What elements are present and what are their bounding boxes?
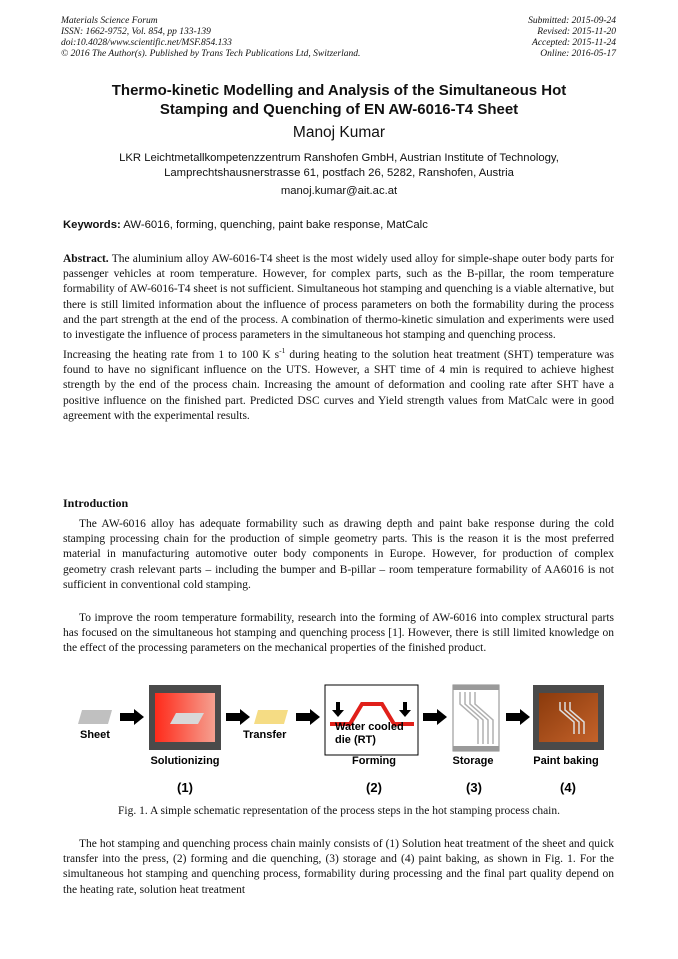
transfer-sheet-shape (254, 710, 288, 724)
author-email[interactable]: manoj.kumar@ait.ac.at (280, 185, 398, 197)
keywords (63, 219, 615, 231)
keywords-text: AW-6016, forming, quenching, paint bake response, MatCalc (120, 219, 428, 231)
header-right (528, 16, 616, 60)
step-number-2: (2) (366, 780, 382, 795)
body-paragraph-3: The hot stamping and quenching process chain mainly consists of (1) Solution heat treatment of the sheet and quick transfer into the press, (2) forming and die quenching, (3) storage and (4) paint baking, as shown in Fig. 1. For the simultaneous hot stamping and quenching process, formability during processing and the final part quality depend on the heating rate, solution heat treatment (63, 838, 614, 896)
label-forming: Forming (352, 755, 396, 767)
journal-name: Materials Science Forum (61, 16, 158, 26)
arrow-3 (296, 709, 320, 725)
arrow-1 (120, 709, 144, 725)
title-line-1: Thermo-kinetic Modelling and Analysis of the Simultaneous Hot (111, 82, 567, 99)
submitted-date: Submitted: 2015-09-24 (528, 16, 616, 26)
arrow-4 (423, 709, 447, 725)
label-sheet: Sheet (80, 729, 110, 741)
abstract-paragraph-2-a: Increasing the heating rate from 1 to 100 K s (63, 349, 280, 362)
online-date: Online: 2016-05-17 (540, 49, 616, 59)
label-water-cooled-1: Water cooled (335, 721, 404, 733)
abstract-paragraph-2-b: during heating to the solution heat treatment (SHT) temperature was found to have no significant influence on the UTS. However, a SHT time of 4 min is required to achieve highest strength by the end of the process chain. Increasing the amount of deformation and cooling rate after SHT have a positive influence on the finished part. Predicted DSC curves and Yield strength values from MatCalc were in good agreement with the experimental results. (63, 349, 615, 422)
intro-paragraph-2: To improve the room temperature formability, research into the forming of AW-6016 into complex structural parts has focused on the simultaneous hot stamping and quenching process [1]. However, there is still limited knowledge on the effect of the processing parameters on the mechanical properties of the finished product. (63, 612, 614, 655)
abstract-label: Abstract. (63, 253, 109, 265)
process-chain-figure (0, 680, 678, 802)
label-water-cooled-2: die (RT) (335, 734, 376, 746)
paint-baking-oven (533, 685, 604, 750)
introduction-heading: Introduction (63, 496, 129, 510)
abstract (63, 252, 614, 424)
copyright: © 2016 The Author(s). Published by Trans Tech Publications Ltd, Switzerland. (61, 49, 361, 59)
intro-paragraph-1: The AW-6016 alloy has adequate formability such as drawing depth and paint bake response during the cold stamping processing chain for the production of simple geometry parts. This is the reason it is the most preferred material in manufacturing automotive outer body components in Europe. However, for production of complex geometry crash relevant parts – including the bumper and B-pillar – room temperature formability of AA6016 is not sufficient in conventional cold stamping. (63, 518, 614, 591)
accepted-date: Accepted: 2015-11-24 (532, 38, 616, 48)
abstract-superscript: -1 (279, 346, 286, 356)
label-storage: Storage (452, 755, 494, 767)
step-number-1: (1) (177, 780, 193, 795)
storage-rack (453, 685, 499, 751)
affiliation-line-2: Lamprechtshausnerstrasse 61, postfach 26, 5282, Ranshofen, Austria (164, 167, 514, 179)
process-diagram (0, 680, 678, 802)
step-number-3: (3) (466, 780, 482, 795)
author: Manoj Kumar (292, 124, 386, 141)
label-paint-baking: Paint baking (533, 755, 599, 767)
keywords-label: Keywords: (63, 219, 121, 231)
affiliation-line-1: LKR Leichtmetallkompetenzzentrum Ranshofen GmbH, Austrian Institute of Technology, (119, 152, 559, 164)
sheet-shape (78, 710, 112, 724)
arrow-2 (226, 709, 250, 725)
figure-caption: Fig. 1. A simple schematic representation of the process steps in the hot stamping process chain. (117, 805, 561, 817)
solutionizing-furnace (149, 685, 221, 750)
arrow-5 (506, 709, 530, 725)
abstract-paragraph-1: The aluminium alloy AW-6016-T4 sheet is the most widely used alloy for simple-shape outer body parts for passenger vehicles at room temperature. However, for complex parts, such as the B-pillar, the room temperature formability of AW-6016-T4 sheet is not sufficient. Simultaneous hot stamping and quenching is a viable alternative, but there is still limited information about the influence of process parameters on both the formability during the process and the part strength at the end of the process. A combination of thermo-kinetic simulation and experiments were used to investigate the influence of process parameters in the simultaneous hot stamping and quenching process. (63, 253, 614, 342)
header-left (61, 16, 360, 60)
doi[interactable]: doi:10.4028/www.scientific.net/MSF.854.133 (61, 38, 232, 48)
step-number-4: (4) (560, 780, 576, 795)
title-line-2: Stamping and Quenching of EN AW-6016-T4 Sheet (159, 101, 519, 118)
issn: ISSN: 1662-9752, Vol. 854, pp 133-139 (61, 27, 211, 37)
label-solutionizing: Solutionizing (150, 755, 220, 767)
revised-date: Revised: 2015-11-20 (537, 27, 616, 37)
paper-title (40, 81, 638, 119)
label-transfer: Transfer (243, 729, 287, 741)
affiliation (60, 151, 618, 181)
